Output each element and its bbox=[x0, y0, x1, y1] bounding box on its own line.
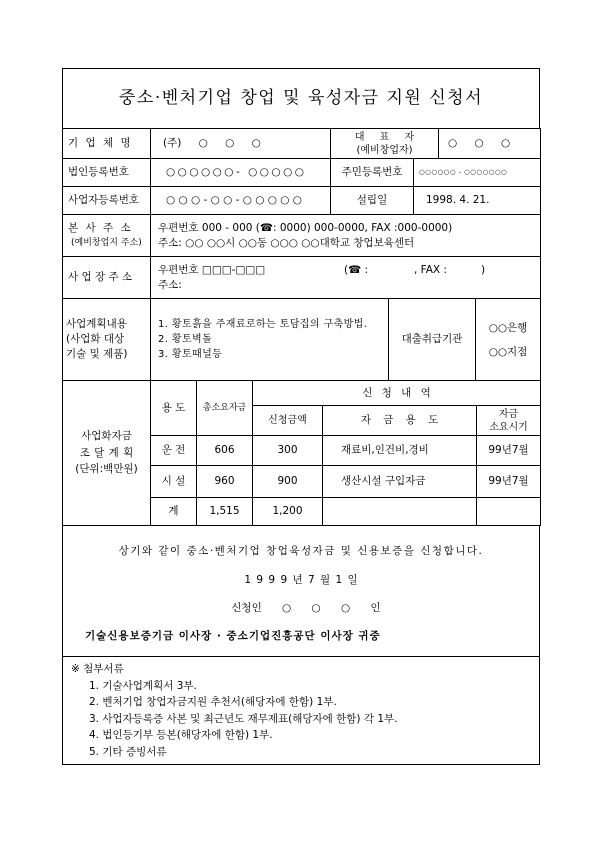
site-address-line: 주소: bbox=[158, 278, 182, 291]
attachment-item: 1. 기술사업계획서 3부. bbox=[89, 679, 197, 692]
hq-address-sublabel: (예비창업지 주소) bbox=[71, 237, 142, 248]
founded-label: 설립일 bbox=[331, 187, 414, 215]
founded-value: 1998. 4. 21. bbox=[414, 187, 541, 215]
row-timing: 99년7월 bbox=[477, 436, 541, 466]
row-total: 960 bbox=[197, 466, 253, 498]
business-plan-table bbox=[62, 298, 541, 381]
row-use: 시 설 bbox=[151, 466, 197, 498]
resident-reg-value: ○○○○○○ - ○○○○○○○ bbox=[414, 159, 541, 187]
declaration-cell bbox=[63, 526, 540, 657]
row-timing-empty bbox=[477, 498, 541, 526]
row-purpose: 재료비,인건비,경비 bbox=[323, 436, 477, 466]
business-plan-item: 2. 황토벽돌 bbox=[158, 334, 213, 345]
header-timing bbox=[477, 406, 541, 436]
site-address-label: 사 업 장 주 소 bbox=[63, 257, 151, 299]
addressee: 기술신용보증기금 이사장 · 중소기업진흥공단 이사장 귀중 bbox=[85, 630, 381, 642]
funding-header-row bbox=[63, 381, 541, 406]
business-plan-label-cell bbox=[63, 299, 151, 381]
representative-sublabel: (예비창업자) bbox=[356, 144, 413, 156]
site-fax: , FAX : bbox=[414, 263, 448, 276]
attachment-item: 2. 벤처기업 창업자금지원 추천서(해당자에 한함) 1부. bbox=[89, 696, 337, 708]
row-use: 계 bbox=[151, 498, 197, 526]
application-date: 1 9 9 9 년 7 월 1 일 bbox=[244, 574, 358, 586]
row-amount: 300 bbox=[253, 436, 323, 466]
attachment-item: 3. 사업자등록증 사본 및 최근년도 재무제표(해당자에 한함) 각 1부. bbox=[89, 712, 398, 725]
corp-reg-label: 법인등록번호 bbox=[63, 159, 151, 187]
business-plan-item: 1. 황토흙을 주재료로하는 토담집의 구축방법. bbox=[158, 319, 368, 330]
representative-label: 대 표 자 bbox=[354, 131, 415, 143]
representative-value: ○ ○ ○ bbox=[439, 129, 541, 159]
hq-address-line: 주소: ○○ ○○시 ○○동 ○○○ ○○대학교 창업보육센터 bbox=[158, 236, 415, 249]
attachments-cell bbox=[63, 657, 540, 765]
site-contact-line bbox=[158, 263, 536, 278]
applicant-signature: 신청인 ○ ○ ○ 인 bbox=[231, 602, 381, 614]
site-phone: (☎ : bbox=[344, 263, 369, 276]
declaration-statement: 상기와 같이 중소·벤처기업 창업육성자금 및 신용보증을 신청합니다. bbox=[118, 545, 484, 557]
hq-address-label-cell bbox=[63, 215, 151, 257]
funding-label-cell bbox=[63, 381, 151, 526]
business-plan-label: (사업화 대상 bbox=[66, 333, 125, 345]
row-total: 606 bbox=[197, 436, 253, 466]
attachment-item: 5. 기타 증빙서류 bbox=[89, 745, 167, 758]
hq-address-label: 본 사 주 소 bbox=[68, 221, 131, 234]
form-title: 중소·벤처기업 창업 및 육성자금 지원 신청서 bbox=[63, 69, 540, 129]
registration-row bbox=[63, 159, 541, 187]
attachments-box bbox=[62, 656, 540, 765]
company-name-row bbox=[63, 129, 541, 159]
declaration-content bbox=[63, 526, 539, 656]
header-timing-line: 자금 bbox=[498, 408, 519, 420]
biz-reg-value: ○ ○ ○ - ○ ○ - ○ ○ ○ ○ ○ bbox=[151, 187, 331, 215]
funding-unit: (단위:백만원) bbox=[75, 463, 138, 476]
row-purpose: 생산시설 구입자금 bbox=[323, 466, 477, 498]
business-plan-label: 기술 및 제품) bbox=[66, 348, 128, 360]
header-request: 신 청 내 역 bbox=[253, 381, 541, 406]
declaration-box bbox=[62, 525, 540, 657]
resident-reg-label: 주민등록번호 bbox=[331, 159, 414, 187]
row-use: 운 전 bbox=[151, 436, 197, 466]
title-box bbox=[62, 68, 540, 129]
site-address-row bbox=[63, 257, 541, 299]
row-amount: 900 bbox=[253, 466, 323, 498]
application-form bbox=[62, 68, 540, 765]
company-name-label: 기 업 체 명 bbox=[63, 129, 151, 159]
business-plan-item: 3. 황토때널등 bbox=[158, 349, 223, 360]
funding-label: 사업화자금 bbox=[81, 430, 132, 443]
business-plan-label: 사업계획내용 bbox=[66, 318, 127, 330]
lender-branch: ○○지점 bbox=[488, 345, 528, 358]
funding-label: 조 달 계 획 bbox=[79, 446, 134, 459]
header-purpose: 자 금 용 도 bbox=[323, 406, 477, 436]
business-plan-row bbox=[63, 299, 541, 381]
row-timing: 99년7월 bbox=[477, 466, 541, 498]
header-total: 총소요자금 bbox=[197, 381, 253, 436]
attachments-header: ※ 첨부서류 bbox=[71, 663, 124, 675]
hq-contact-line: 우편번호 000 - 000 (☎: 0000) 000-0000, FAX :000-0000) bbox=[158, 221, 453, 234]
hq-address-value-cell bbox=[151, 215, 541, 257]
lender-value-cell bbox=[476, 299, 541, 381]
row-amount: 1,200 bbox=[253, 498, 323, 526]
site-contact-close: ) bbox=[481, 263, 486, 276]
row-purpose-empty bbox=[323, 498, 477, 526]
business-plan-items bbox=[151, 299, 389, 381]
corp-reg-value: ○○○○○○- ○○○○○ bbox=[151, 159, 331, 187]
lender-bank: ○○은행 bbox=[488, 321, 528, 334]
hq-address-row bbox=[63, 215, 541, 257]
attachment-item: 4. 법인등기부 등본(해당자에 한함) 1부. bbox=[89, 729, 273, 741]
lender-label: 대출취급기관 bbox=[389, 299, 476, 381]
site-address-value-cell bbox=[151, 257, 541, 299]
attachments-list bbox=[63, 657, 539, 764]
header-timing-line: 소요시기 bbox=[489, 421, 528, 433]
business-reg-row bbox=[63, 187, 541, 215]
company-info-table bbox=[62, 128, 541, 299]
header-amount: 신청금액 bbox=[253, 406, 323, 436]
biz-reg-label: 사업자등록번호 bbox=[63, 187, 151, 215]
header-use: 용 도 bbox=[151, 381, 197, 436]
funding-plan-table bbox=[62, 380, 541, 526]
site-postal-code: 우편번호 □□□-□□□ bbox=[158, 263, 266, 276]
row-total: 1,515 bbox=[197, 498, 253, 526]
representative-label-cell bbox=[331, 129, 439, 159]
company-name-value: (주) ○ ○ ○ bbox=[151, 129, 331, 159]
